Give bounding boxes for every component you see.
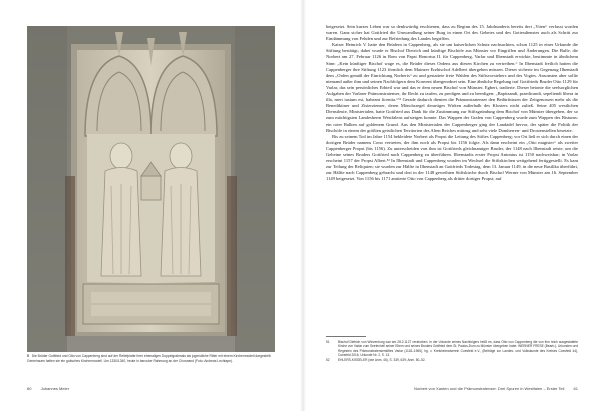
body-text bbox=[326, 24, 578, 182]
footnotes bbox=[326, 336, 578, 362]
figure-caption bbox=[27, 354, 277, 363]
paragraph: beigesetzt. Sein kurzes Leben war so denkwürdig erschienen, dass zu Beginn des 15. Jahrhunderts bereits drei „Viten“ verfasst worden waren. Ganz sicher hat Gottfried die Umwandlung seiner Burg in einen Ort des Gebetes und des Gottesdienstes auch als Schritt zur Eindämmung von Fehden und zur Befriedung des Landes begriffen. bbox=[326, 24, 578, 42]
figure-caption-text: Die Brüder Gottfried und Otto von Cappenberg sind auf der Reliefplatte ihrer ehemaligen Doppelgrabmals als jugendliche Ritter mit einem Kirchenmodell dargestellt. Gemeinsam halten sie ein gotisches Kirchenmodell. Um 1330/1340, heute in barocker Rahmung an der Chorwand (Foto: Andreas Lechtape). bbox=[27, 354, 272, 363]
figure-number: 5 bbox=[27, 354, 29, 358]
running-title: Norbert von Xanten und die Prämonstratenser. Drei Spuren in Westfalen – Erster Teil bbox=[414, 386, 565, 391]
paragraph: Bis zu seinem Tod im Jahre 1154 bekleidete Norbert als Propst die Leitung des Stiftes Cappenberg; vor Ort ließ er sich durch einen der dortigen Brüder namens Cono vertreten, der ihm noch als Propst bis 1156 folgte. Als dann erscheint ein „Otto magister“ als zweiter Cappenberger Propst (bis 1156). Zu unterscheiden von ihm ist Gottfrieds gleichnamiger Bruder, der 1148 nach Ilbenstadt reiste, um die Gebeine seines Bruders Gottfried nach Cappenberg zu überführen. Ilbenstadts erster Propst Antonius ist 1150 nachweisbar; in Varlar erscheint 1157 der Propst Albert.⁵² In Ilbenstadt und Cappenberg wurden im Wechsel die Stiftskirchen weitgehend fertiggestellt. Es kam zur Teilung der Reliquien; sie wurden zur Hälfte in Ilbenstadt an Gottfrieds Todestag, dem 13. Januar 1149, in die neue Basilika überführt, zur Hälfte nach Cappenberg gebracht und dort in der 1148 geweihten Stiftskirche durch Bischof Werner von Münster am 16. September 1149 beigesetzt. Von 1156 bis 1171 amtierte Otto von Cappenberg als dritter dortiger Propst; auf bbox=[326, 133, 578, 182]
book-gutter bbox=[300, 0, 306, 411]
running-author: Johannes Meier bbox=[40, 386, 70, 391]
footnote-number: 52 bbox=[326, 357, 330, 362]
footnote-rule bbox=[326, 336, 366, 337]
footnote bbox=[326, 358, 578, 362]
footnote-number: 51 bbox=[326, 340, 330, 344]
footnote bbox=[326, 340, 578, 358]
footnote-text: EHLERS-KISSELER (wie Anm. 46), S. 339, 639; Anm. 50–52. bbox=[338, 357, 426, 362]
relief-photo bbox=[27, 26, 275, 352]
paragraph: Kaiser Heinrich V. hatte den Brüdern in Cappenberg, als sie um kaiserlichen Schutz nachsuchten, schon 1125 in einer Urkunde die Stiftung bestätigt; dabei wurde er Bischof Dietrich und künftige Bischöfe aus Münster vor Eingriffen und Änderungen. Die Bulle, die Norbert am 27. Februar 1126 in Rom von Papst Honorius II. für Cappenberg, Varlar und Ilbenstadt erwirkte, bestimmte in ähnlichem Sinn: „Kein künftiger Bischof wage es, die Brüder dieses Ordens aus diesen Kirchen zu vertreiben.“ In Ilbenstadt freilich hatten die Cappenberger ihre Stiftung 1123 förmlich dem Mainzer Erzbischof Adelbert übergeben müssen. Dieser sicherte im Gegenzug Ilbenstadt dem „Orden gemäß der Einrichtung Norberts“ zu und gestattete freie Wahlen des Stiftsvorstehers und des Vogtes. Ansonsten aber sollte niemand außer ihm und seinen Nachfolgern dem Konvent übergeordnet sein. Eine ähnliche Regelung traf Gottfrieds Bruder Otto 1129 für Varlar, das sein persönliches Erbteil war und das er dem neuen Bischof von Münster, Egbert, tradierte. Dieser betonte die seelsorglichen Aufgaben der Varlarer Prämonstratenser, ihr Recht zu taufen, zu predigen und zu beerdigen: „Baptizandi, praedicandi, sepeliendi libera in illa, meri iustum est, habeant licentia.“⁵¹ Gerade dadurch dienten die Prämonstratenser den Bedürfnissen der Zeitgenossen mehr als die Benediktiner und Zisterzienser, deren Mönchsregel derartiges Wirken außerhalb des Klosters nicht zuließ. Seine 405 westlichen Dienstleute, Ministerialen, hatte Gottfried aus Dank für die Zustimmung zur Stiftsgründung dem Bischof von Münster übergeben, der so zum mächtigsten Landesherrn Westfalens aufsteigen konnte. Das Wappen der Grafen von Cappenberg wurde zum Wappen des Bistums: ein roter Balken auf goldenem Grund. Aus den Ministerialen der Cappenberger ging der Landadel hervor, der später die Politik der Bischöfe in einem der größten geistlichen Territorien des Alten Reiches mittrug und sehr viele Domherren- und Drostenstellen besetzte. bbox=[326, 42, 578, 133]
right-page-number: 61 bbox=[573, 386, 578, 391]
left-page-number: 60 bbox=[27, 386, 32, 391]
left-folio bbox=[27, 386, 69, 391]
gravestone-relief-image bbox=[27, 26, 275, 352]
right-folio bbox=[414, 386, 578, 391]
footnote-text: Bischof Dietrich von Winzenburg war am 28.2.1127 verstorben. In der Urkunde seines Nachfolgers heißt es, dass Otto von Cappenberg die von ihm reich ausgestattete Kirche von Varlar zum Seelenheil seiner Eltern und seines Bruders Gottfried dem St. Paulus-Dom zu Münster übergeben habe: WERNER FRESE (Bearb.), Urkunden und Regesten des Prämonstratenserstiftes Varlar (1118–1965), hg. v. Kreisheimatverein Coesfeld e.V., (Beiträge zur Landes- und Volkskunde des Kreises Coesfeld 44), Coesfeld 2016, Urkunde Nr. 2, S. 13. bbox=[338, 340, 578, 358]
